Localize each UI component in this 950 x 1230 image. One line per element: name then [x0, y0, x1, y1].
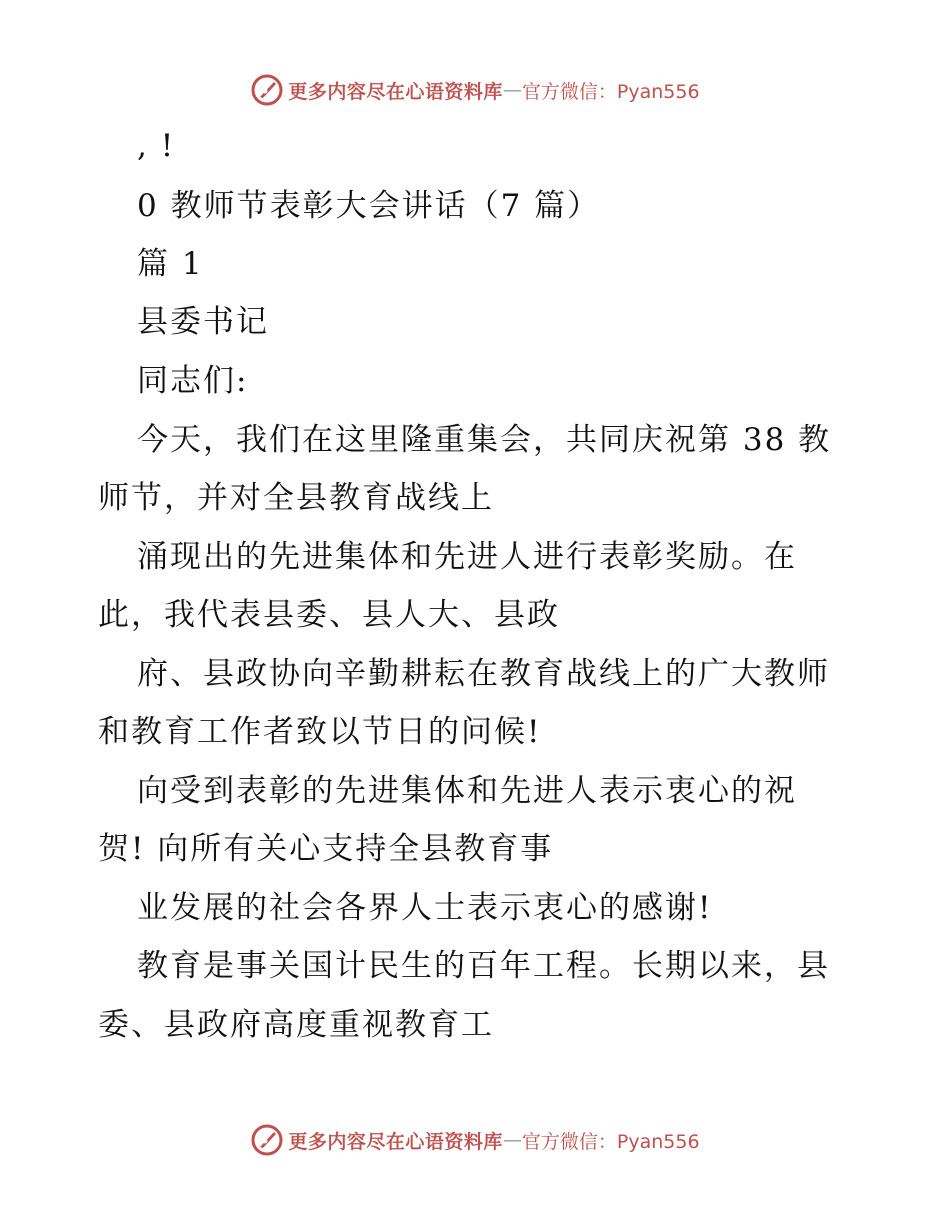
watermark-separator: —	[502, 1129, 522, 1151]
text-line: 和教育工作者致以节日的问候!	[98, 714, 542, 750]
watermark-site-text: 更多内容尽在心语资料库	[288, 80, 503, 103]
section-heading: 篇 1	[137, 246, 204, 282]
document-title: 0 教师节表彰大会讲话（7 篇）	[137, 188, 601, 224]
text-line: 委、县政府高度重视教育工	[98, 1007, 494, 1043]
speaker-title: 县委书记	[137, 304, 269, 340]
text-line: 教育是事关国计民生的百年工程。长期以来，县	[137, 948, 830, 984]
salutation: 同志们:	[137, 363, 249, 399]
watermark-site-text: 更多内容尽在心语资料库	[288, 1130, 503, 1153]
text-line: , !	[137, 128, 176, 164]
text-line: 贺! 向所有关心支持全县教育事	[98, 831, 554, 867]
text-line: 府、县政协向辛勤耕耘在教育战线上的广大教师	[137, 656, 830, 692]
watermark-wechat-text: 官方微信：Pyan556	[521, 1130, 700, 1153]
text-line: 今天，我们在这里隆重集会，共同庆祝第 38 教	[137, 422, 832, 458]
quill-logo-icon	[250, 73, 284, 107]
quill-logo-icon	[250, 1123, 284, 1157]
text-line: 师节，并对全县教育战线上	[98, 480, 494, 516]
watermark-wechat-text: 官方微信：Pyan556	[521, 80, 700, 103]
text-line: 此，我代表县委、县人大、县政	[98, 597, 560, 633]
watermark-header	[0, 70, 950, 110]
text-line: 涌现出的先进集体和先进人进行表彰奖励。在	[137, 539, 797, 575]
text-line: 业发展的社会各界人士表示衷心的感谢!	[137, 890, 713, 926]
watermark-footer	[0, 1120, 950, 1160]
text-line: 向受到表彰的先进集体和先进人表示衷心的祝	[137, 773, 797, 809]
watermark-separator: —	[502, 79, 522, 101]
